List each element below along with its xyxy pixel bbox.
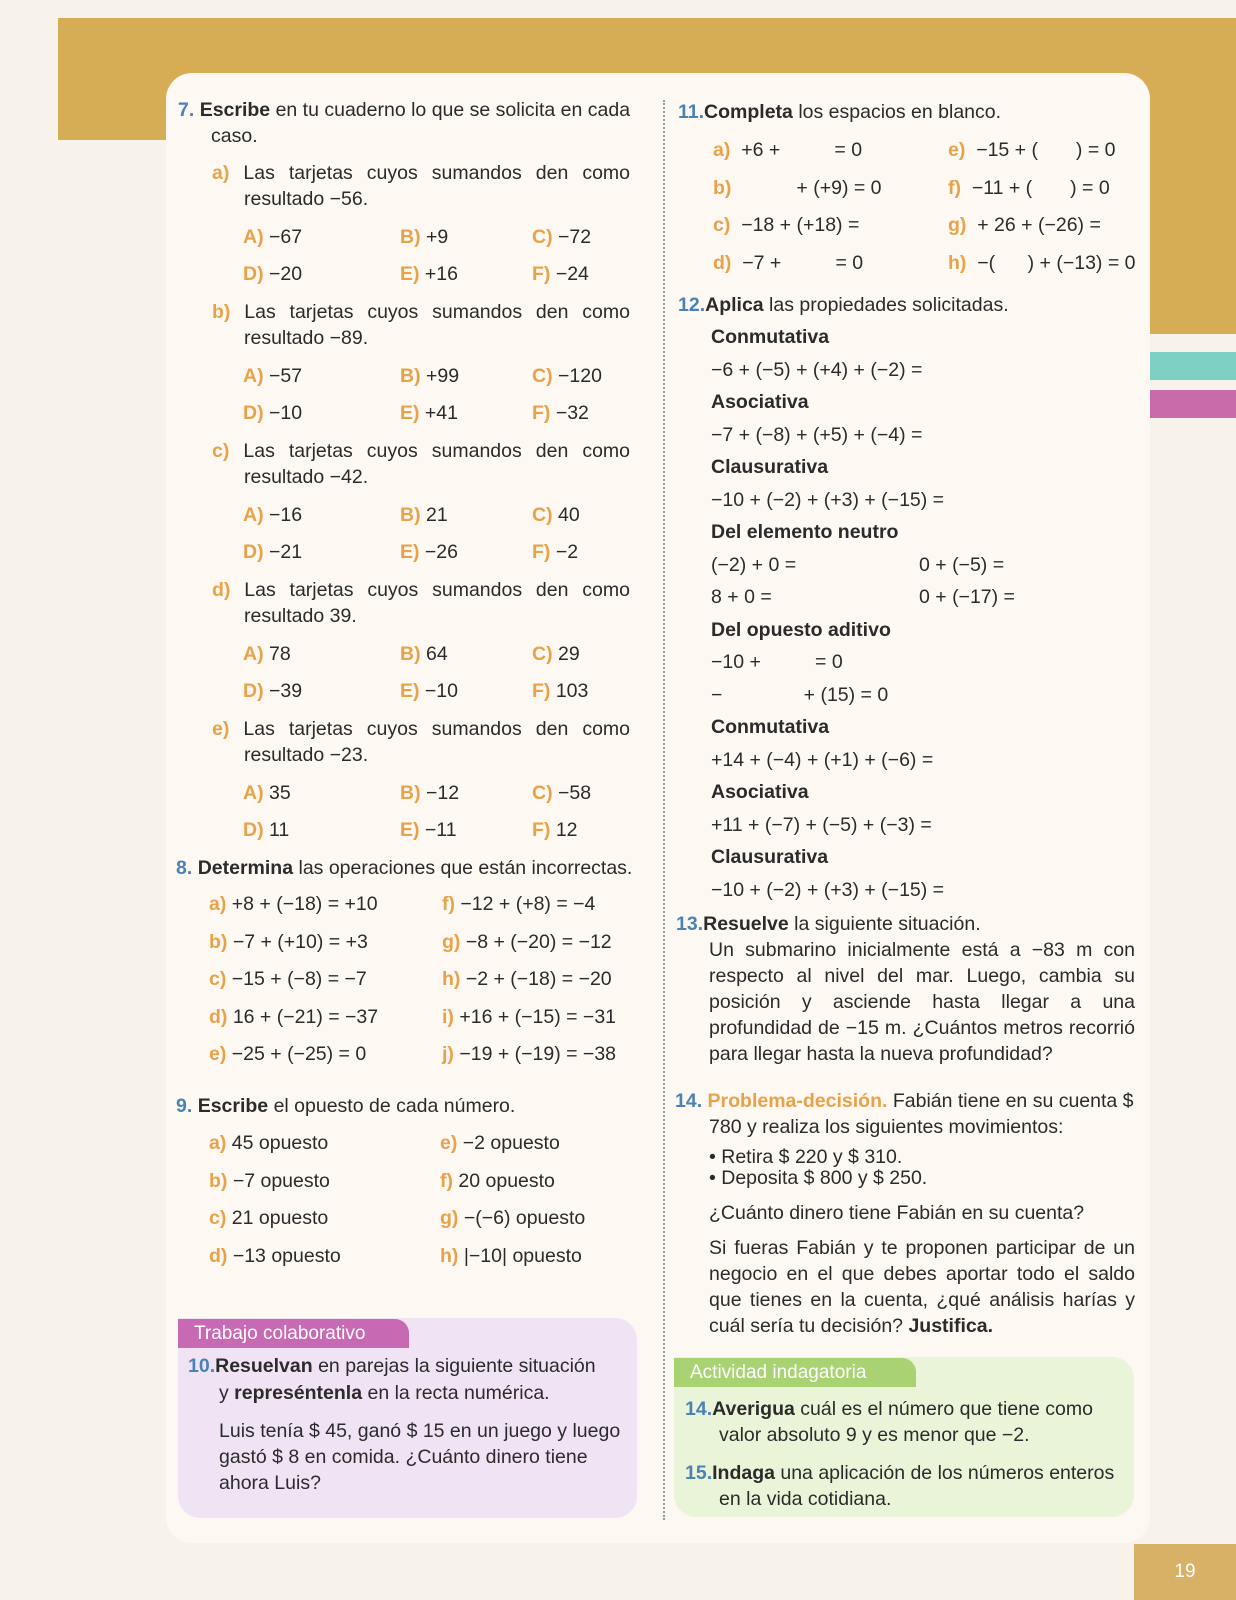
ex12-property-title: Clausurativa bbox=[711, 846, 829, 868]
option-value: 12 bbox=[555, 819, 578, 841]
ex14-bullet1: • Retira $ 220 y $ 310. bbox=[709, 1146, 903, 1168]
activity-item2: 15.Indaga una aplicación de los números enteros bbox=[685, 1462, 1115, 1484]
option-letter: D) bbox=[243, 263, 269, 285]
side-tab-pink bbox=[1150, 390, 1236, 418]
option-value: −21 bbox=[269, 541, 303, 563]
option-value: −10 bbox=[424, 680, 458, 702]
item-letter: b) bbox=[209, 1169, 233, 1192]
activity-item1: 14.Averigua cuál es el número que tiene como bbox=[685, 1398, 1093, 1420]
ex12-expression: 8 + 0 = bbox=[711, 586, 772, 608]
item-letter: d) bbox=[209, 1005, 233, 1028]
ex8-item bbox=[209, 966, 367, 992]
ex14-heading: 14. Problema-decisión. Fabián tiene en su cuenta $ bbox=[675, 1090, 1134, 1112]
option-value: −120 bbox=[558, 365, 602, 387]
ex9-item bbox=[209, 1168, 330, 1194]
ex7-option bbox=[532, 678, 588, 704]
item-letter: a) bbox=[212, 162, 244, 184]
ex7-option bbox=[532, 817, 578, 843]
item-text: −7 + = 0 bbox=[742, 251, 864, 274]
ex12-expression: +11 + (−7) + (−5) + (−3) = bbox=[711, 813, 932, 836]
option-letter: E) bbox=[400, 819, 425, 841]
item-letter: h) bbox=[442, 968, 466, 990]
option-letter: F) bbox=[532, 680, 556, 702]
item-text: Las tarjetas cuyos sumandos den como bbox=[243, 440, 630, 462]
item-text: −2 opuesto bbox=[462, 1132, 560, 1154]
item-letter: d) bbox=[713, 251, 743, 274]
option-letter: E) bbox=[400, 402, 425, 424]
ex7-option bbox=[532, 224, 591, 250]
option-value: +41 bbox=[424, 402, 458, 424]
option-letter: B) bbox=[400, 643, 426, 665]
item-text: + (+9) = 0 bbox=[742, 176, 882, 199]
option-letter: C) bbox=[532, 365, 558, 387]
item-text: 21 opuesto bbox=[231, 1207, 329, 1229]
item-letter: c) bbox=[713, 214, 742, 236]
option-letter: C) bbox=[532, 643, 558, 665]
ex9-item bbox=[440, 1130, 560, 1156]
option-value: +99 bbox=[426, 365, 460, 387]
ex8-item bbox=[442, 929, 612, 955]
ex7-option bbox=[243, 400, 302, 426]
item-text: 20 opuesto bbox=[458, 1169, 555, 1192]
item-text: −11 + ( ) = 0 bbox=[971, 176, 1110, 199]
ex7-option bbox=[532, 780, 591, 806]
item-letter: e) bbox=[948, 139, 977, 161]
ex9-item bbox=[440, 1205, 585, 1231]
option-value: −2 bbox=[555, 541, 579, 563]
item-letter: a) bbox=[209, 893, 232, 915]
ex11-item bbox=[948, 250, 1136, 276]
ex10-line1: 10.Resuelvan en parejas la siguiente situación bbox=[188, 1355, 596, 1377]
ex11-item bbox=[948, 175, 1110, 201]
ex7-option bbox=[400, 502, 448, 528]
option-value: −72 bbox=[558, 226, 592, 248]
option-value: −32 bbox=[555, 402, 589, 424]
option-letter: C) bbox=[532, 782, 558, 804]
item-text: Las tarjetas cuyos sumandos den como bbox=[243, 162, 630, 184]
item-letter: c) bbox=[212, 440, 244, 462]
option-letter: A) bbox=[243, 643, 269, 665]
ex7-option bbox=[243, 502, 302, 528]
ex7-item-line1 bbox=[212, 438, 630, 464]
item-letter: a) bbox=[209, 1132, 232, 1154]
ex12-expression: −6 + (−5) + (+4) + (−2) = bbox=[711, 358, 923, 381]
collaborative-header: Trabajo colaborativo bbox=[178, 1319, 409, 1348]
ex7-option bbox=[243, 817, 289, 843]
ex12-property-title: Conmutativa bbox=[711, 716, 830, 738]
option-value: −12 bbox=[426, 782, 460, 804]
ex12-expression: (−2) + 0 = bbox=[711, 553, 797, 576]
option-value: −11 bbox=[424, 819, 457, 841]
ex9-item bbox=[209, 1205, 328, 1231]
ex7-option bbox=[400, 678, 458, 704]
ex7-item-line2: resultado −42. bbox=[244, 466, 369, 488]
item-letter: e) bbox=[440, 1132, 463, 1154]
ex7-option bbox=[400, 641, 448, 667]
option-value: 78 bbox=[269, 643, 291, 665]
item-text: +16 + (−15) = −31 bbox=[459, 1005, 617, 1028]
option-value: 11 bbox=[269, 819, 290, 841]
ex7-option bbox=[243, 363, 302, 389]
ex11-item bbox=[713, 137, 862, 163]
ex8-heading: 8. Determina las operaciones que están incorrectas. bbox=[176, 857, 633, 879]
option-value: −16 bbox=[269, 504, 303, 526]
option-letter: D) bbox=[243, 819, 269, 841]
ex11-item bbox=[948, 212, 1101, 238]
ex7-option bbox=[400, 539, 458, 565]
ex7-option bbox=[532, 363, 602, 389]
ex8-item bbox=[209, 929, 368, 955]
page-number: 19 bbox=[1134, 1544, 1236, 1600]
item-letter: b) bbox=[209, 930, 233, 953]
ex7-option bbox=[243, 539, 302, 565]
option-letter: D) bbox=[243, 541, 269, 563]
ex7-heading: 7. Escribe en tu cuaderno lo que se solicita en cada bbox=[178, 99, 631, 121]
ex8-item bbox=[442, 1041, 616, 1067]
ex13-heading: 13.Resuelve la siguiente situación. bbox=[676, 913, 981, 935]
item-text: +6 + = 0 bbox=[741, 139, 863, 161]
ex7-option bbox=[532, 502, 580, 528]
activity-item1-cont: valor absoluto 9 y es menor que −2. bbox=[719, 1424, 1030, 1446]
item-letter: d) bbox=[212, 579, 245, 601]
item-letter: c) bbox=[209, 1207, 232, 1229]
ex7-item-line2: resultado −23. bbox=[244, 744, 369, 766]
option-letter: A) bbox=[243, 226, 269, 248]
item-letter: i) bbox=[442, 1005, 460, 1028]
item-letter: g) bbox=[948, 214, 978, 236]
option-value: −67 bbox=[269, 226, 303, 248]
ex12-expression: 0 + (−17) = bbox=[919, 586, 1015, 608]
option-letter: A) bbox=[243, 504, 269, 526]
ex10-line2: y represéntenla en la recta numérica. bbox=[219, 1382, 550, 1404]
ex7-option bbox=[532, 539, 578, 565]
item-letter: a) bbox=[713, 139, 742, 161]
ex7-item-line1 bbox=[212, 160, 630, 186]
option-letter: D) bbox=[243, 680, 269, 702]
ex7-item-line2: resultado −56. bbox=[244, 188, 369, 210]
ex12-property-title: Del opuesto aditivo bbox=[711, 618, 891, 641]
ex14-paragraph: Si fueras Fabián y te proponen participar de un negocio en el que debes aportar todo el saldo que tienes en la cuenta, ¿qué análisis harías y cuál sería tu decisión? Justifica. bbox=[709, 1237, 1135, 1337]
option-letter: E) bbox=[400, 263, 425, 285]
ex13-text: Un submarino inicialmente está a −83 m con respecto al nivel del mar. Luego, cambia su posición y asciende hasta llegar a una profundidad de −15 m. ¿Cuántos metros recorrió para llegar hasta la nueva profundidad? bbox=[709, 939, 1135, 1065]
option-value: −57 bbox=[269, 365, 303, 387]
option-letter: B) bbox=[400, 782, 426, 804]
item-letter: h) bbox=[440, 1244, 464, 1267]
option-letter: E) bbox=[400, 680, 425, 702]
item-text: −19 + (−19) = −38 bbox=[459, 1043, 617, 1065]
option-value: +16 bbox=[424, 263, 458, 285]
option-value: −39 bbox=[269, 680, 303, 702]
option-value: 29 bbox=[558, 643, 580, 665]
ex10-text2: gastó $ 8 en comida. ¿Cuánto dinero tiene bbox=[219, 1446, 588, 1468]
ex12-expression: −10 + = 0 bbox=[711, 651, 843, 673]
ex7-item-line1 bbox=[212, 577, 630, 603]
activity-header: Actividad indagatoria bbox=[674, 1358, 916, 1387]
ex11-item bbox=[948, 137, 1115, 163]
item-letter: e) bbox=[212, 718, 244, 740]
ex12-expression: −10 + (−2) + (+3) + (−15) = bbox=[711, 488, 945, 511]
option-letter: F) bbox=[532, 819, 556, 841]
item-letter: h) bbox=[948, 251, 978, 274]
ex12-expression: −10 + (−2) + (+3) + (−15) = bbox=[711, 878, 945, 901]
option-letter: F) bbox=[532, 263, 556, 285]
item-text: −(−6) opuesto bbox=[463, 1207, 586, 1229]
option-letter: F) bbox=[532, 541, 556, 563]
option-letter: C) bbox=[532, 504, 558, 526]
ex7-item-line2: resultado 39. bbox=[244, 605, 357, 627]
item-text: Las tarjetas cuyos sumandos den como bbox=[244, 301, 630, 323]
option-letter: A) bbox=[243, 365, 269, 387]
ex7-option bbox=[532, 261, 589, 287]
ex7-heading-cont: caso. bbox=[211, 125, 258, 147]
ex12-property-title: Conmutativa bbox=[711, 326, 830, 348]
item-text: |−10| opuesto bbox=[463, 1244, 582, 1267]
ex8-item bbox=[209, 891, 378, 917]
ex11-item bbox=[713, 175, 882, 201]
option-letter: E) bbox=[400, 541, 425, 563]
ex7-option bbox=[400, 363, 459, 389]
side-tab-teal bbox=[1150, 352, 1236, 380]
item-text: −25 + (−25) = 0 bbox=[231, 1043, 367, 1065]
ex12-property-title: Clausurativa bbox=[711, 456, 829, 478]
item-letter: j) bbox=[442, 1043, 460, 1065]
ex9-heading: 9. Escribe el opuesto de cada número. bbox=[176, 1095, 516, 1117]
item-text: −( ) + (−13) = 0 bbox=[977, 251, 1136, 274]
ex9-item bbox=[209, 1130, 328, 1156]
ex12-expression: 0 + (−5) = bbox=[919, 553, 1005, 576]
ex8-item bbox=[442, 891, 595, 917]
ex12-expression: − + (15) = 0 bbox=[711, 683, 889, 706]
ex10-text1: Luis tenía $ 45, ganó $ 15 en un juego y luego bbox=[219, 1420, 621, 1442]
option-letter: D) bbox=[243, 402, 269, 424]
ex12-property-title: Asociativa bbox=[711, 781, 809, 803]
ex12-property-title: Del elemento neutro bbox=[711, 521, 899, 543]
item-text: 16 + (−21) = −37 bbox=[232, 1005, 379, 1028]
option-letter: B) bbox=[400, 504, 426, 526]
ex7-option bbox=[400, 780, 459, 806]
ex10-text3: ahora Luis? bbox=[219, 1472, 321, 1494]
item-letter: b) bbox=[713, 176, 743, 199]
item-letter: e) bbox=[209, 1043, 232, 1065]
item-text: +8 + (−18) = +10 bbox=[231, 893, 378, 915]
option-value: 103 bbox=[555, 680, 589, 702]
item-text: −2 + (−18) = −20 bbox=[465, 968, 612, 990]
option-letter: A) bbox=[243, 782, 269, 804]
item-text: Las tarjetas cuyos sumandos den como bbox=[243, 718, 630, 740]
item-text: −7 opuesto bbox=[232, 1169, 330, 1192]
ex8-item bbox=[209, 1004, 378, 1030]
item-letter: f) bbox=[440, 1169, 459, 1192]
side-color-band bbox=[1150, 18, 1236, 334]
ex7-option bbox=[400, 261, 458, 287]
ex8-item bbox=[209, 1041, 366, 1067]
item-text: −8 + (−20) = −12 bbox=[465, 930, 612, 953]
ex7-option bbox=[243, 261, 302, 287]
option-value: −58 bbox=[558, 782, 592, 804]
ex7-option bbox=[532, 641, 580, 667]
option-value: +9 bbox=[426, 226, 449, 248]
item-letter: g) bbox=[440, 1207, 464, 1229]
ex7-item-line1 bbox=[212, 299, 630, 325]
item-letter: b) bbox=[212, 301, 245, 323]
ex9-item bbox=[209, 1243, 341, 1269]
ex7-option bbox=[400, 400, 458, 426]
option-letter: C) bbox=[532, 226, 558, 248]
ex11-item bbox=[713, 212, 859, 238]
item-letter: d) bbox=[209, 1244, 233, 1267]
ex12-heading: 12.Aplica las propiedades solicitadas. bbox=[678, 294, 1009, 316]
ex7-option bbox=[243, 678, 302, 704]
ex7-item-line2: resultado −89. bbox=[244, 327, 369, 349]
option-value: 40 bbox=[558, 504, 580, 526]
ex12-expression: −7 + (−8) + (+5) + (−4) = bbox=[711, 423, 923, 446]
ex9-item bbox=[440, 1243, 582, 1269]
option-value: −10 bbox=[269, 402, 303, 424]
ex12-expression: +14 + (−4) + (+1) + (−6) = bbox=[711, 748, 934, 771]
item-text: −18 + (+18) = bbox=[741, 214, 860, 236]
item-text: 45 opuesto bbox=[231, 1132, 329, 1154]
ex14-bullet2: • Deposita $ 800 y $ 250. bbox=[709, 1167, 928, 1189]
ex14-heading-cont: 780 y realiza los siguientes movimientos: bbox=[709, 1116, 1064, 1138]
option-letter: F) bbox=[532, 402, 556, 424]
item-text: + 26 + (−26) = bbox=[977, 214, 1101, 236]
ex11-item bbox=[713, 250, 863, 276]
item-letter: f) bbox=[948, 176, 972, 199]
item-text: −13 opuesto bbox=[232, 1244, 341, 1267]
ex7-option bbox=[243, 641, 291, 667]
ex7-option bbox=[400, 224, 448, 250]
ex11-heading: 11.Completa los espacios en blanco. bbox=[678, 101, 1002, 123]
item-letter: g) bbox=[442, 930, 466, 953]
option-value: 21 bbox=[426, 504, 448, 526]
item-text: −7 + (+10) = +3 bbox=[232, 930, 368, 953]
item-text: Las tarjetas cuyos sumandos den como bbox=[244, 579, 630, 601]
ex7-item-line1 bbox=[212, 716, 630, 742]
item-text: −15 + (−8) = −7 bbox=[231, 968, 367, 990]
option-letter: B) bbox=[400, 365, 426, 387]
item-text: −15 + ( ) = 0 bbox=[976, 139, 1116, 161]
item-text: −12 + (+8) = −4 bbox=[460, 893, 596, 915]
column-divider bbox=[663, 100, 665, 1520]
ex8-item bbox=[442, 966, 612, 992]
option-value: −26 bbox=[424, 541, 458, 563]
ex7-option bbox=[532, 400, 589, 426]
ex9-item bbox=[440, 1168, 555, 1194]
option-value: −20 bbox=[269, 263, 303, 285]
ex7-option bbox=[243, 780, 291, 806]
option-value: 64 bbox=[426, 643, 448, 665]
ex8-item bbox=[442, 1004, 616, 1030]
option-value: −24 bbox=[555, 263, 589, 285]
option-letter: B) bbox=[400, 226, 426, 248]
activity-item2-cont: en la vida cotidiana. bbox=[719, 1488, 892, 1510]
item-letter: c) bbox=[209, 968, 232, 990]
ex12-property-title: Asociativa bbox=[711, 391, 809, 413]
ex14-question: ¿Cuánto dinero tiene Fabián en su cuenta? bbox=[709, 1202, 1085, 1224]
option-value: 35 bbox=[269, 782, 291, 804]
ex7-option bbox=[400, 817, 457, 843]
item-letter: f) bbox=[442, 893, 461, 915]
ex7-option bbox=[243, 224, 302, 250]
